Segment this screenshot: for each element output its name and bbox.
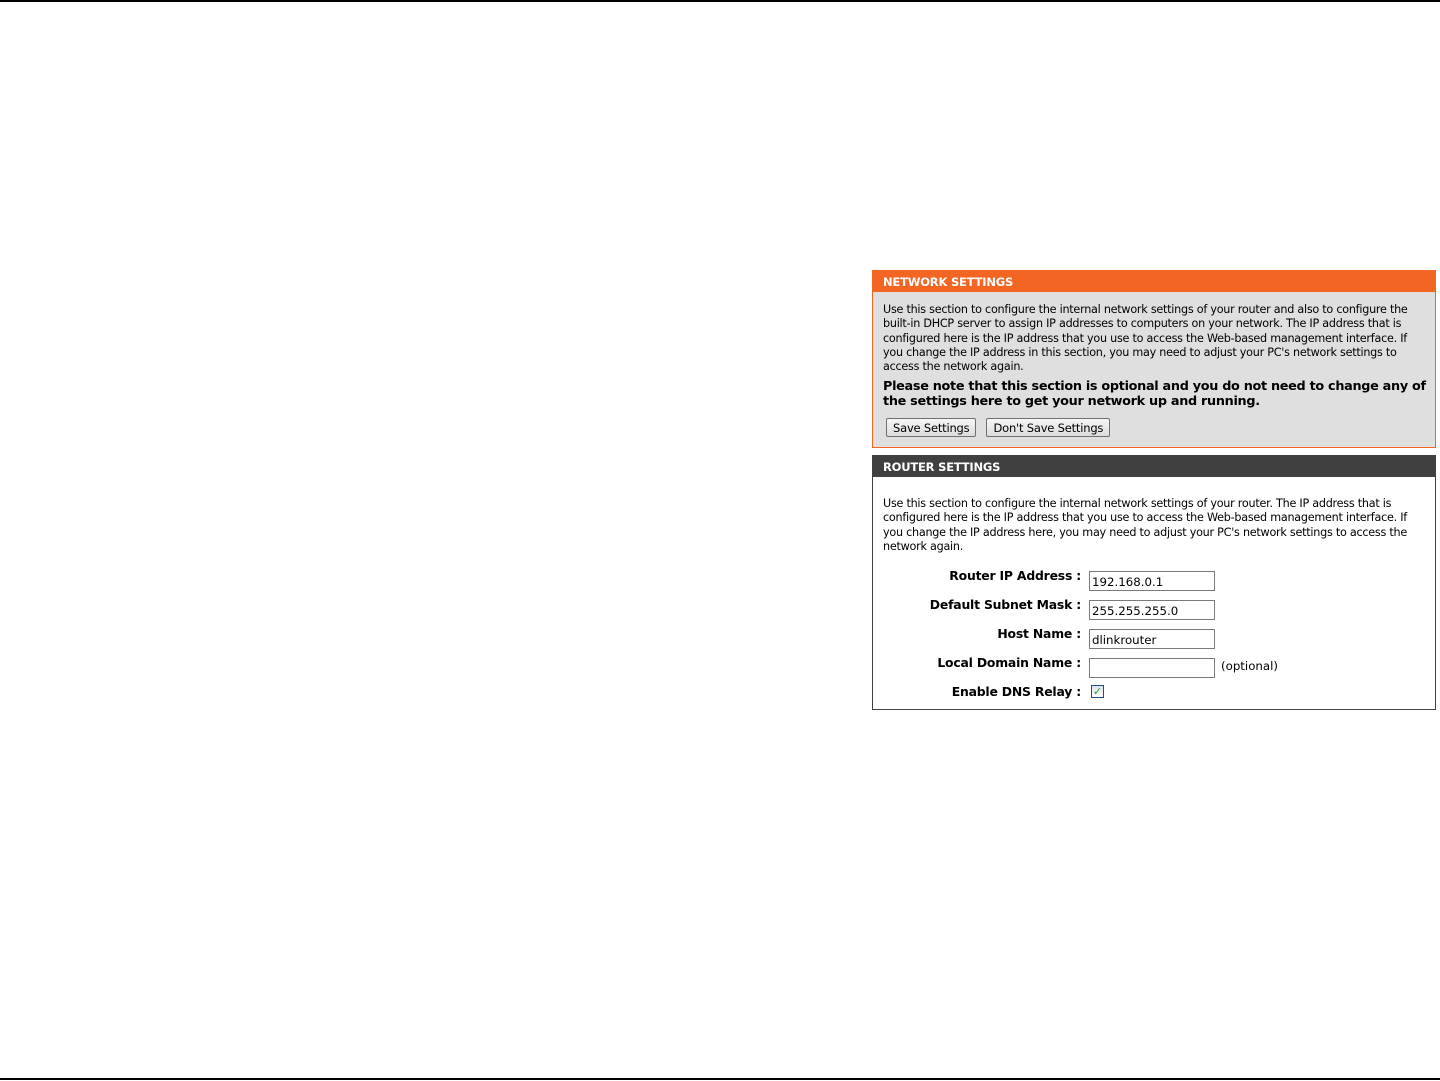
save-settings-button[interactable]: Save Settings: [886, 418, 976, 437]
router-ip-input[interactable]: [1089, 571, 1215, 591]
router-ip-label: Router IP Address :: [949, 568, 1081, 584]
router-settings-panel: [872, 455, 1436, 710]
router-settings-description: Use this section to configure the internal network settings of your router. The IP address that is configured here is the IP address that you use to access the Web-based management interface. If you change the IP address here, you may need to adjust your PC's network settings to access the network again.: [883, 497, 1407, 553]
checkmark-icon: ✓: [1092, 685, 1103, 699]
dont-save-settings-button[interactable]: Don't Save Settings: [986, 418, 1110, 437]
dns-relay-row: [873, 684, 1435, 713]
subnet-mask-label: Default Subnet Mask :: [929, 597, 1081, 613]
network-settings-note: Please note that this section is optional and you do not need to change any of the settings here to get your network up and running.: [883, 379, 1426, 409]
network-settings-description: Use this section to configure the internal network settings of your router and also to configure the built-in DHCP server to assign IP addresses to computers on your network. The IP address that is configured here is the IP address that you use to access the Web-based management interface. If you change the IP address in this section, you may need to adjust your PC's network settings to access the network again.: [883, 303, 1408, 374]
router-settings-form: [873, 568, 1435, 713]
router-ip-row: [873, 568, 1435, 597]
router-settings-title: ROUTER SETTINGS: [873, 456, 1435, 477]
dns-relay-label: Enable DNS Relay :: [951, 684, 1081, 700]
subnet-mask-row: [873, 597, 1435, 626]
network-settings-title: NETWORK SETTINGS: [873, 271, 1435, 292]
top-divider: [0, 0, 1440, 2]
local-domain-row: [873, 655, 1435, 684]
subnet-mask-input[interactable]: [1089, 600, 1215, 620]
optional-hint: (optional): [1221, 659, 1279, 674]
settings-button-row: [873, 418, 1435, 437]
host-name-label: Host Name :: [997, 626, 1081, 642]
host-name-row: [873, 626, 1435, 655]
local-domain-label: Local Domain Name :: [937, 655, 1081, 671]
network-settings-panel: [872, 270, 1436, 448]
dns-relay-checkbox[interactable]: [1091, 685, 1104, 698]
bottom-divider: [0, 1078, 1440, 1080]
host-name-input[interactable]: [1089, 629, 1215, 649]
local-domain-input[interactable]: [1089, 658, 1215, 678]
